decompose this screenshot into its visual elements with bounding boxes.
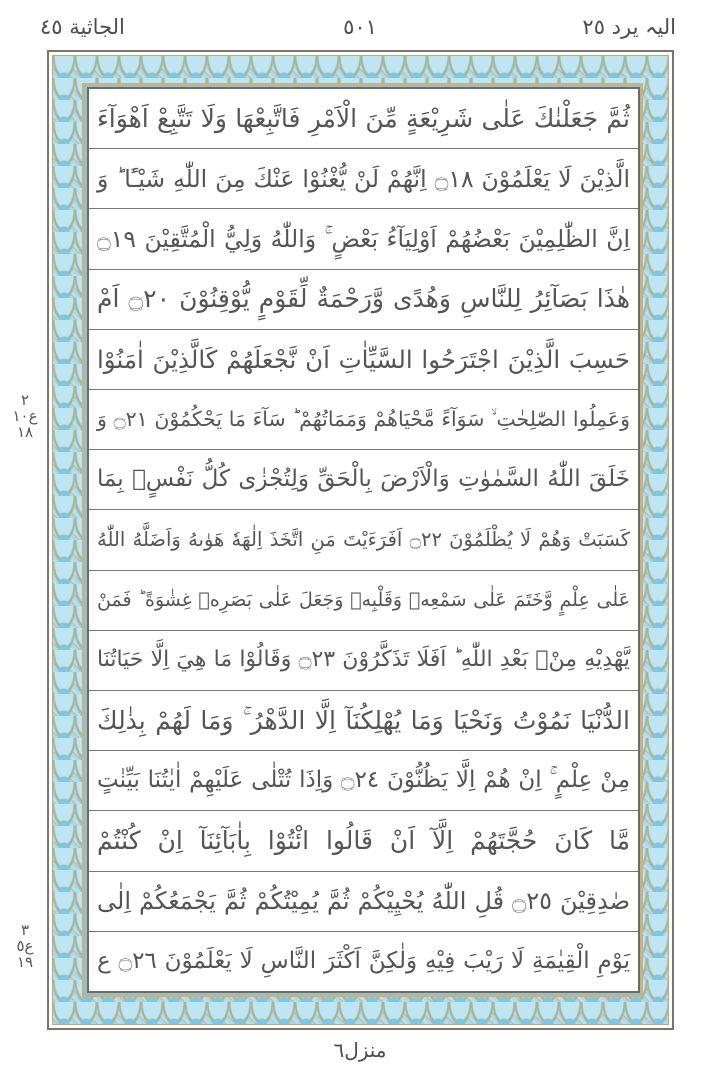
manzil-label: منزل٦ [333, 1038, 387, 1062]
text-line [89, 631, 638, 691]
verse-text: الَّذِيْنَ لَا يَعْلَمُوْنَ ۝١٨ اِنَّهُمْ لَنْ يُّغْنُوْا عَنْكَ مِنَ اللّٰهِ شَيْـًٔا ؕ وَ [97, 164, 630, 193]
verse-text: مَّا كَانَ حُجَّتَهُمْ اِلَّآ اَنْ قَالُوا ائْتُوْا بِاٰبَآئِنَآ اِنْ كُنْتُمْ [97, 826, 630, 856]
text-line [89, 571, 638, 631]
ruku-marker-top: ٣ [20, 921, 30, 939]
text-line [89, 450, 638, 510]
verse-text: خَلَقَ اللّٰهُ السَّمٰوٰتِ وَالْاَرْضَ بِالْحَقِّ وَلِتُجْزٰى كُلُّ نَفْسٍۢ بِمَا [97, 466, 630, 493]
text-line [89, 330, 638, 390]
text-line [89, 149, 638, 209]
text-line [89, 691, 638, 751]
page-header [0, 12, 720, 46]
verse-text: عَلٰى عِلْمٍ وَّخَتَمَ عَلٰى سَمْعِهٖ وَقَلْبِهٖ وَجَعَلَ عَلٰى بَصَرِهٖ غِشٰوَةً ؕ فَمَنْ [97, 588, 630, 611]
text-line [89, 811, 638, 871]
verse-text: يَوْمِ الْقِيٰمَةِ لَا رَيْبَ فِيْهِ وَلٰكِنَّ اَكْثَرَ النَّاسِ لَا يَعْلَمُوْنَ ۝٢٦ ع [97, 947, 630, 974]
text-line [89, 390, 638, 450]
verse-text: صٰدِقِيْنَ ۝٢٥ قُلِ اللّٰهُ يُحْيِيْكُمْ ثُمَّ يُمِيْتُكُمْ ثُمَّ يَجْمَعُكُمْ اِلٰى [97, 886, 630, 915]
ruku-marker-bottom: ١٩ [16, 953, 34, 971]
juz-title: الیہ یرد ٢٥ [582, 15, 676, 39]
ruku-marker-top: ٢ [20, 391, 30, 409]
ruku-marker-middle: ع٥ [16, 937, 34, 955]
surah-title: الجاثیة ٤٥ [40, 15, 125, 39]
verse-text: وَعَمِلُوا الصّٰلِحٰتِ ۙ سَوَآءً مَّحْيَاهُمْ وَمَمَاتُهُمْ ؕ سَآءَ مَا يَحْكُمُوْنَ ۝٢١ وَ [97, 407, 630, 432]
text-line [89, 270, 638, 330]
text-line [89, 932, 638, 991]
text-line [89, 751, 638, 811]
verse-text: ثُمَّ جَعَلْنٰكَ عَلٰى شَرِيْعَةٍ مِّنَ الْاَمْرِ فَاتَّبِعْهَا وَلَا تَتَّبِعْ اَهْوَآءَ [97, 103, 630, 133]
verse-text: مِنْ عِلْمٍ ۚ اِنْ هُمْ اِلَّا يَظُنُّوْنَ ۝٢٤ وَاِذَا تُتْلٰى عَلَيْهِمْ اٰيٰتُنَا بَيِّنٰتٍ [97, 767, 631, 794]
verse-text: اِنَّ الظّٰلِمِيْنَ بَعْضُهُمْ اَوْلِيَآءُ بَعْضٍ ۚ وَاللّٰهُ وَلِيُّ الْمُتَّقِيْنَ ۝١٩ [97, 224, 630, 253]
verse-text: حَسِبَ الَّذِيْنَ اجْتَرَحُوا السَّيِّاٰتِ اَنْ نَّجْعَلَهُمْ كَالَّذِيْنَ اٰمَنُوْا [97, 344, 630, 374]
ruku-marker [12, 922, 38, 970]
ruku-marker-bottom: ١٨ [16, 423, 34, 441]
text-lines [89, 89, 638, 991]
ruku-marker [12, 392, 38, 440]
page-number: ٥٠١ [343, 15, 377, 39]
text-panel [87, 87, 640, 993]
ruku-marker-middle: ع١٠ [12, 407, 38, 425]
verse-text: كَسَبَتْ وَهُمْ لَا يُظْلَمُوْنَ ۝٢٢ اَفَرَءَيْتَ مَنِ اتَّخَذَ اِلٰهَهٗ هَوٰىهُ وَاَضَلَّهُ اللّٰهُ [97, 528, 630, 552]
text-line [89, 510, 638, 570]
verse-text: الدُّنْيَا نَمُوْتُ وَنَحْيَا وَمَا يُهْلِكُنَآ اِلَّا الدَّهْرُ ۚ وَمَا لَهُمْ بِذٰلِكَ [97, 705, 630, 735]
text-line [89, 209, 638, 269]
verse-text: يَّهْدِيْهِ مِنْۢ بَعْدِ اللّٰهِ ؕ اَفَلَا تَذَكَّرُوْنَ ۝٢٣ وَقَالُوْا مَا هِيَ اِلَّا حَيَاتُنَا [97, 647, 631, 673]
text-line [89, 872, 638, 932]
text-line [89, 89, 638, 149]
verse-text: هٰذَا بَصَآئِرُ لِلنَّاسِ وَهُدًى وَّرَحْمَةٌ لِّقَوْمٍ يُّوْقِنُوْنَ ۝٢٠ اَمْ [97, 284, 630, 314]
